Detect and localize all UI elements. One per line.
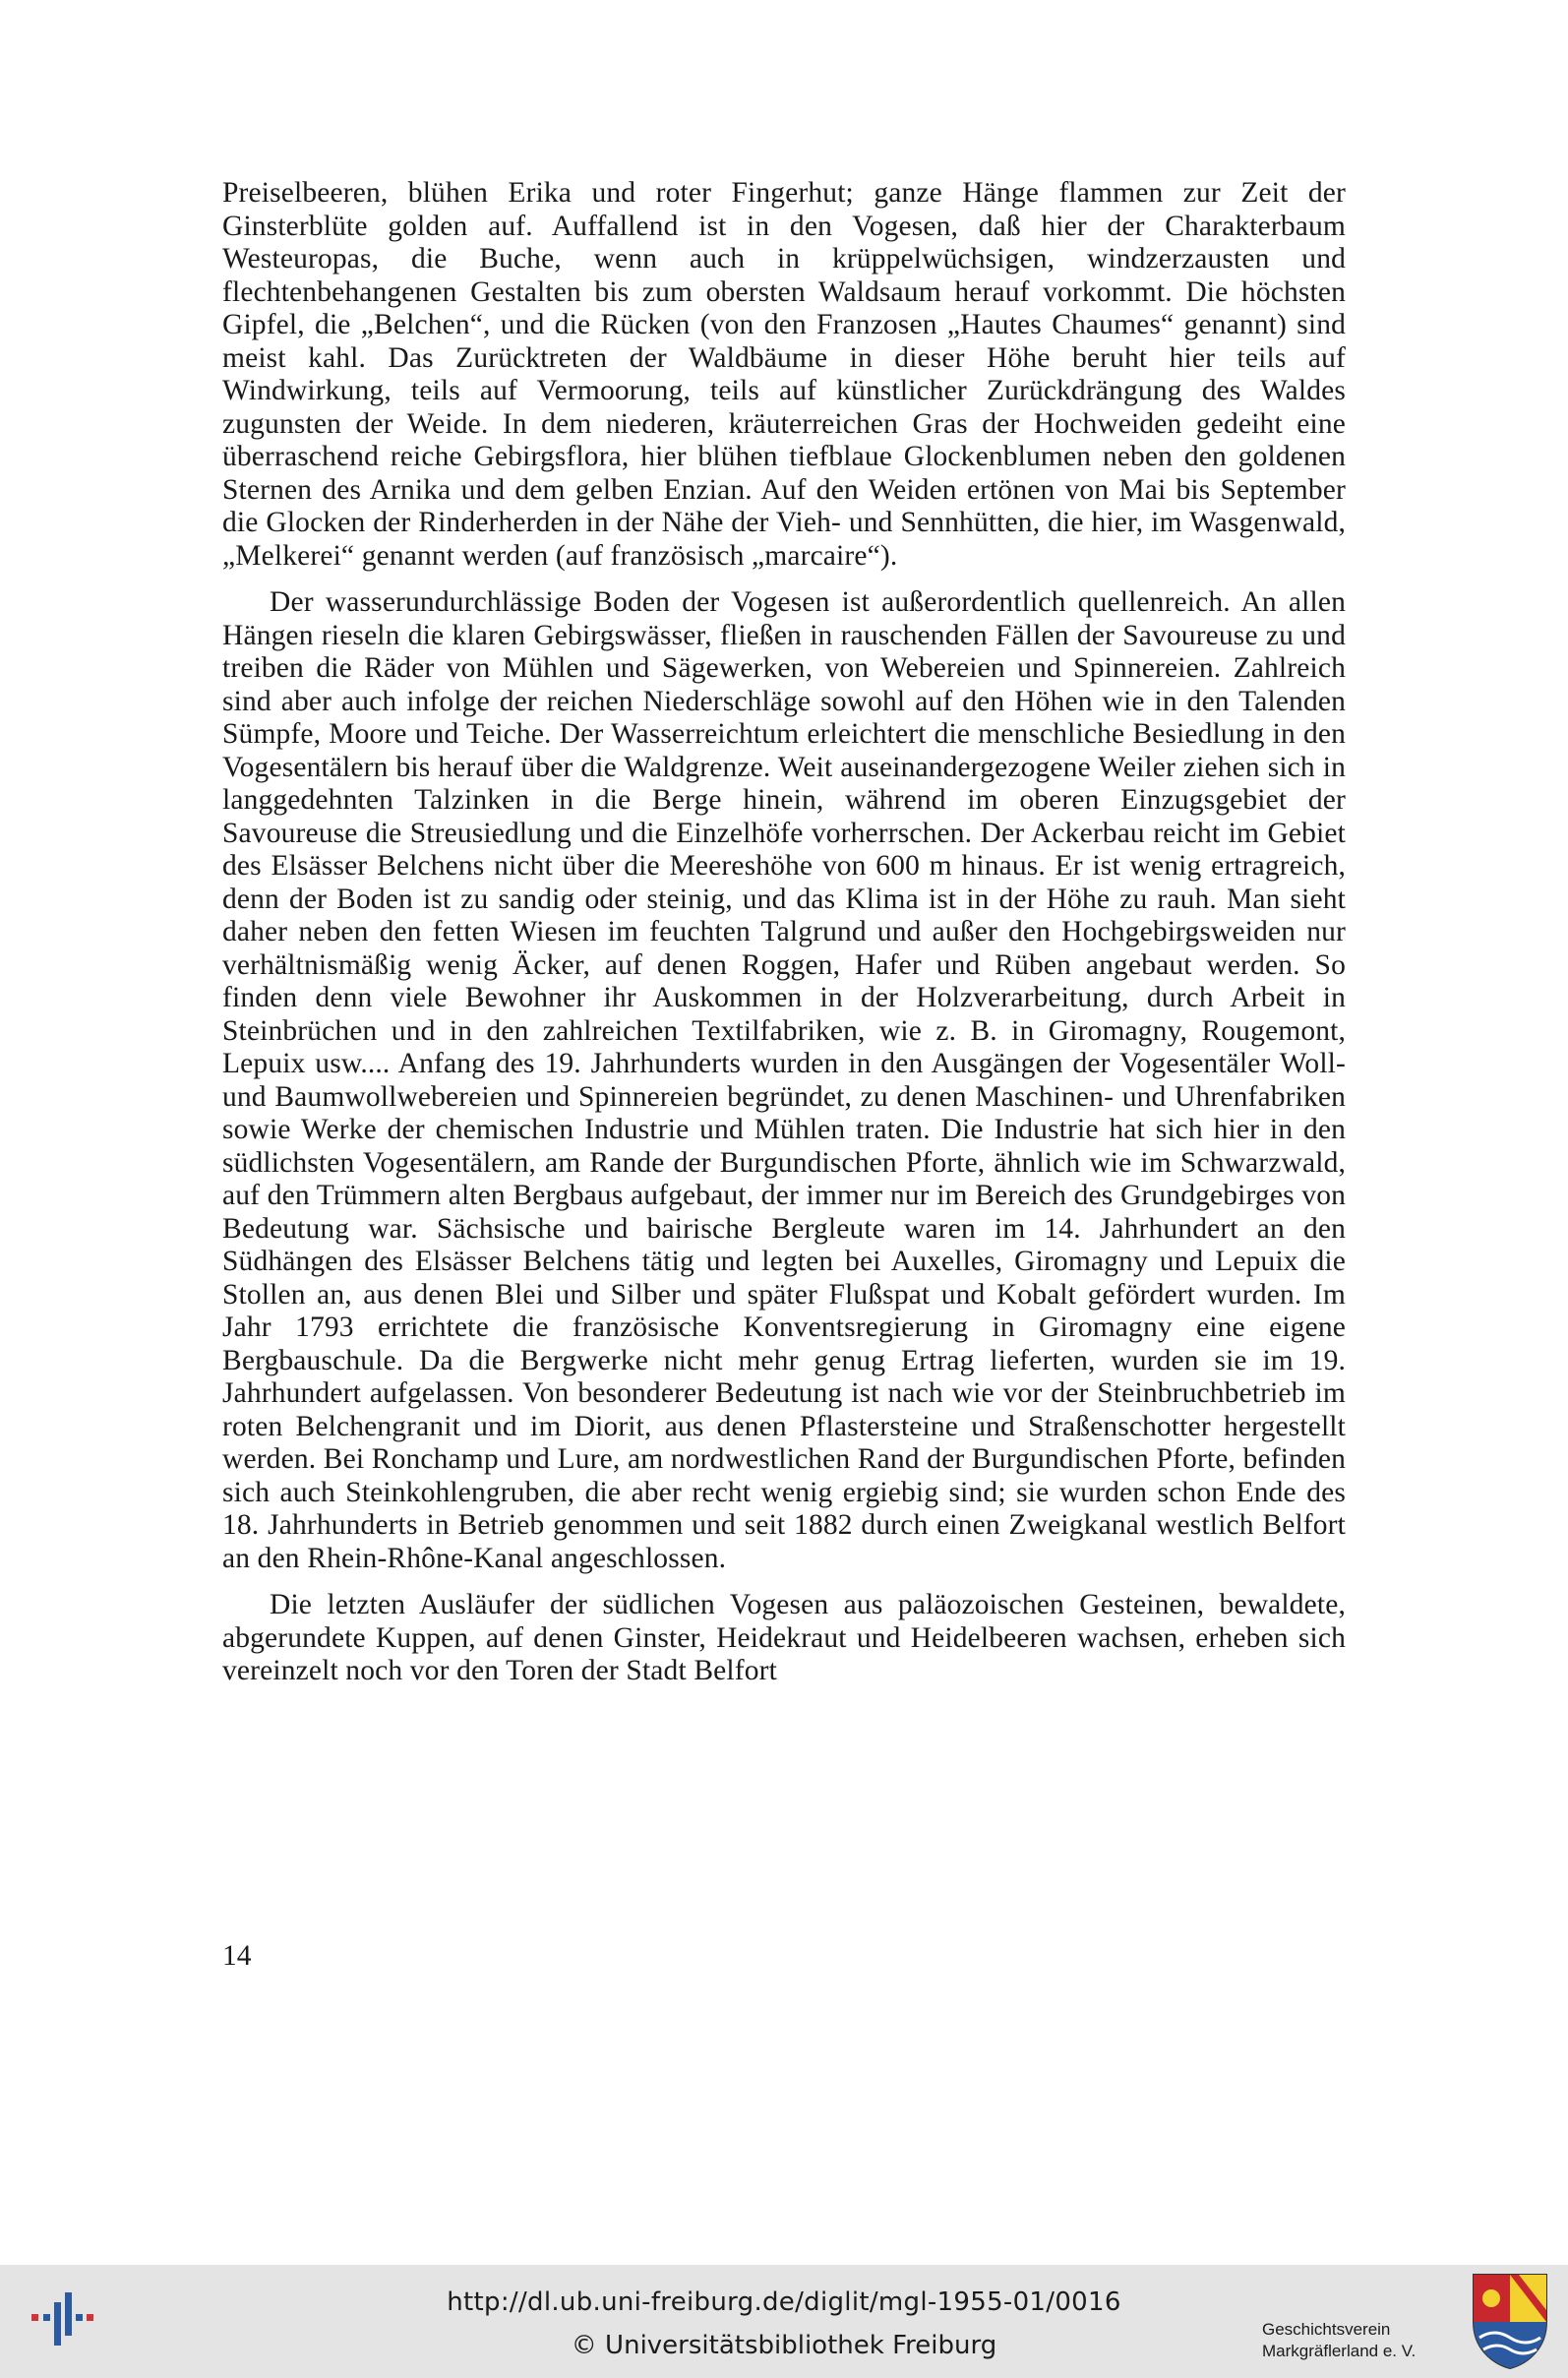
page-number: 14 xyxy=(222,1940,252,1972)
body-text xyxy=(222,177,1346,1688)
paragraph: Die letzten Ausläufer der südlichen Vogesen aus paläozoischen Gesteinen, bewaldete, abgerundete Kuppen, auf denen Ginster, Heidekraut und Heidelbeeren wachsen, erheben sich vereinzelt noch vor den Toren der Stadt Belfort xyxy=(222,1589,1346,1686)
society-name xyxy=(1262,2319,1469,2362)
permalink[interactable]: http://dl.ub.uni-freiburg.de/diglit/mgl-1955-01/0016 xyxy=(447,2287,1121,2317)
society-line-2: Markgräflerland e. V. xyxy=(1262,2342,1417,2360)
society-line-1: Geschichtsverein xyxy=(1262,2320,1391,2339)
paragraph: Preiselbeeren, blühen Erika und roter Fingerhut; ganze Hänge flammen zur Zeit der Ginsterblüte golden auf. Auffallend ist in den Vogesen, daß hier der Charakterbaum Westeuropas, die Buche, wenn auch in krüppelwüchsigen, windzerzausten und flechtenbehangenen Gestalten bis zum obersten Waldsaum herauf vorkommt. Die höchsten Gipfel, die „Belchen“, und die Rücken (von den Franzosen „Hautes Chaumes“ genannt) sind meist kahl. Das Zurücktreten der Waldbäume in dieser Höhe beruht hier teils auf Windwirkung, teils auf Vermoorung, teils auf künstlicher Zurückdrängung des Waldes zugunsten der Weide. In dem niederen, kräuterreichen Gras der Hochweiden gedeiht eine überraschend reiche Gebirgsflora, hier blühen tiefblaue Glockenblumen neben den goldenen Sternen des Arnika und dem gelben Enzian. Auf den Weiden ertönen von Mai bis September die Glocken der Rinderherden in der Nähe der Vieh- und Sennhütten, die hier, im Wasgenwald, „Melkerei“ genannt werden (auf französisch „marcaire“). xyxy=(222,177,1346,572)
footer-bar xyxy=(0,2265,1568,2378)
coat-of-arms-icon[interactable] xyxy=(1470,2271,1550,2371)
footer-url[interactable] xyxy=(0,2287,1568,2317)
paragraph: Der wasserundurchlässige Boden der Vogesen ist außerordentlich quellenreich. An allen Hängen rieseln die klaren Gebirgswässer, fließen in rauschenden Fällen der Savoureuse zu und treiben die Räder von Mühlen und Sägewerken, von Webereien und Spinnereien. Zahlreich sind aber auch infolge der reichen Niederschläge sowohl auf den Höhen wie in den Talenden Sümpfe, Moore und Teiche. Der Wasserreichtum erleichtert die menschliche Besiedlung in den Vogesentälern bis herauf über die Waldgrenze. Weit auseinandergezogene Weiler ziehen sich in langgedehnten Talzinken in die Berge hinein, während im oberen Einzugsgebiet der Savoureuse die Streusiedlung und die Einzelhöfe vorherrschen. Der Ackerbau reicht im Gebiet des Elsässer Belchens nicht über die Meereshöhe von 600 m hinaus. Er ist wenig ertragreich, denn der Boden ist zu sandig oder steinig, und das Klima ist in der Höhe zu rauh. Man sieht daher neben den fetten Wiesen im feuchten Talgrund und außer den Hochgebirgsweiden nur verhältnismäßig wenig Äcker, auf denen Roggen, Hafer und Rüben angebaut werden. So finden denn viele Bewohner ihr Auskommen in der Holzverarbeitung, durch Arbeit in Steinbrüchen und in den zahlreichen Textilfabriken, wie z. B. in Giromagny, Rougemont, Lepuix usw.... Anfang des 19. Jahrhunderts wurden in den Ausgängen der Vogesentäler Woll- und Baumwollwebereien und Spinnereien begründet, zu denen Maschinen- und Uhrenfabriken sowie Werke der chemischen Industrie und Mühlen traten. Die Industrie hat sich hier in den südlichsten Vogesentälern, am Rande der Burgundischen Pforte, ähnlich wie im Schwarzwald, auf den Trümmern alten Bergbaus aufgebaut, der immer nur im Bereich des Grundgebirges von Bedeutung war. Sächsische und bairische Bergleute waren im 14. Jahrhundert an den Südhängen des Elsässer Belchens tätig und legten bei Auxelles, Giromagny und Lepuix die Stollen an, aus denen Blei und Silber und später Flußspat und Kobalt gefördert wurden. Im Jahr 1793 errichtete die französische Konventsregierung in Giromagny eine eigene Bergbauschule. Da die Bergwerke nicht mehr genug Ertrag lieferten, wurden sie im 19. Jahrhundert aufgelassen. Von besonderer Bedeutung ist nach wie vor der Steinbruchbetrieb im roten Belchengranit und im Diorit, aus denen Pflastersteine und Straßenschotter hergestellt werden. Bei Ronchamp und Lure, am nordwestlichen Rand der Burgundischen Pforte, befinden sich auch Steinkohlengruben, die aber recht wenig ergiebig sind; sie wurden schon Ende des 18. Jahrhunderts in Betrieb genommen und seit 1882 durch einen Zweigkanal westlich Belfort an den Rhein-Rhône-Kanal angeschlossen. xyxy=(222,586,1346,1574)
copyright-text: © Universitätsbibliothek Freiburg xyxy=(571,2331,997,2360)
